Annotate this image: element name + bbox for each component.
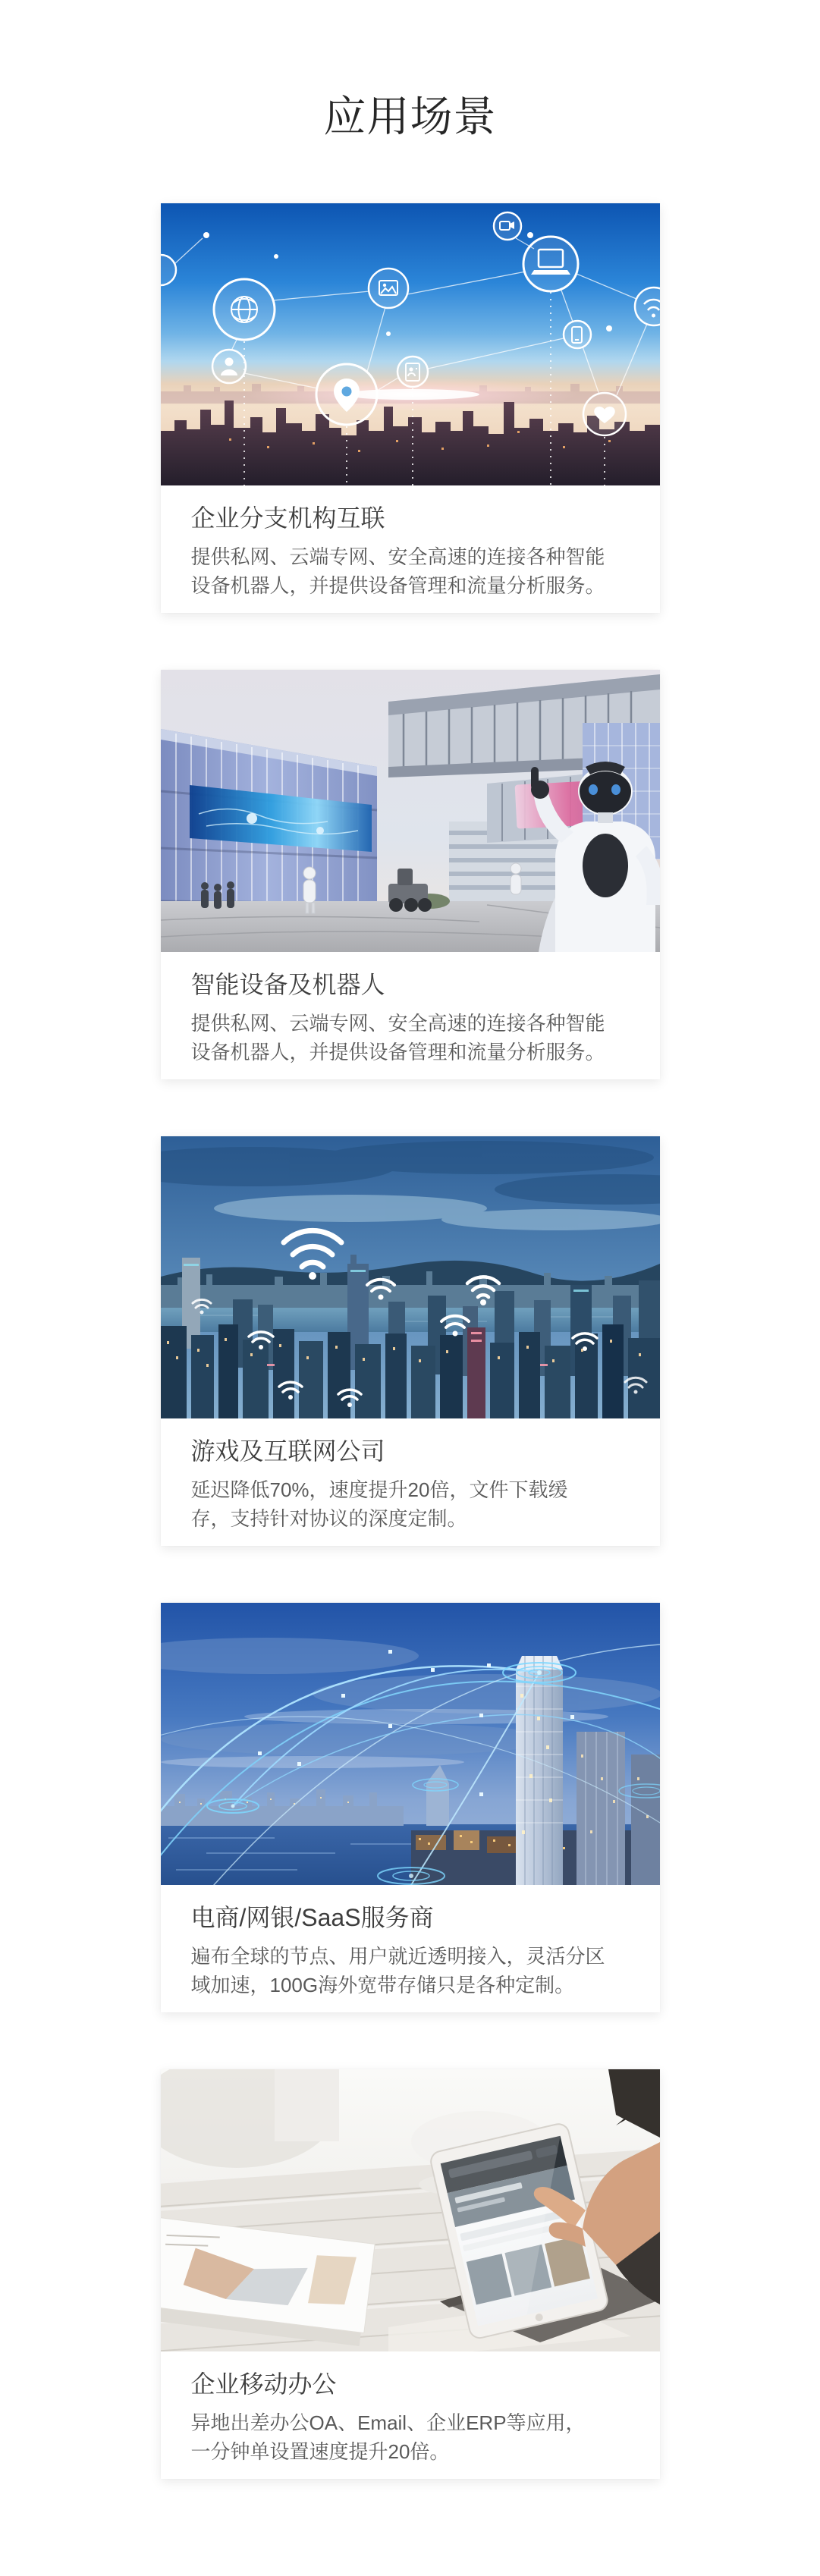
card-body [161, 1418, 660, 1546]
card-gaming-internet [161, 1136, 660, 1546]
card-description: 延迟降低70%，速度提升20倍，文件下载缓存，支持针对协议的深度定制。 [190, 1478, 568, 1530]
card-mobile-office [161, 2069, 660, 2479]
city-skyline-iot-network-image [161, 203, 660, 485]
harbour-skyline-wifi-image [161, 1136, 660, 1418]
card-smart-devices-robots [161, 670, 660, 1079]
skyscraper-tower [516, 1656, 563, 1885]
card-title: 企业分支机构互联 [190, 504, 385, 532]
card-description: 遍布全球的节点、用户就近透明接入，灵活分区域加速，100G海外宽带存储只是各种定制。 [190, 1945, 605, 1996]
card-description: 提供私网、云端专网、安全高速的连接各种智能设备机器人，并提供设备管理和流量分析服务。 [190, 1012, 605, 1063]
global-network-harbour-image [161, 1603, 660, 1885]
card-description: 提供私网、云端专网、安全高速的连接各种智能设备机器人，并提供设备管理和流量分析服务。 [190, 545, 605, 597]
card-title: 电商/网银/SaaS服务商 [190, 1904, 434, 1931]
right-towers [577, 1732, 660, 1885]
card-body [161, 485, 660, 613]
robot-campus-image [161, 670, 660, 952]
card-body [161, 2351, 660, 2479]
card-ecommerce-banking-saas [161, 1603, 660, 2012]
tablet-touch-office-image [161, 2069, 660, 2351]
card-body [161, 1885, 660, 2012]
card-title: 游戏及互联网公司 [190, 1437, 385, 1465]
people-silhouettes [201, 881, 234, 909]
card-list [0, 203, 820, 2479]
card-title: 企业移动办公 [190, 2370, 337, 2398]
card-description: 异地出差办公OA、Email、企业ERP等应用，一分钟单设置速度提升20倍。 [190, 2411, 586, 2463]
mid-robot [511, 863, 521, 894]
card-body [161, 952, 660, 1079]
card-branch-interconnect [161, 203, 660, 613]
card-title: 智能设备及机器人 [190, 971, 385, 998]
page-title: 应用场景 [323, 93, 497, 140]
